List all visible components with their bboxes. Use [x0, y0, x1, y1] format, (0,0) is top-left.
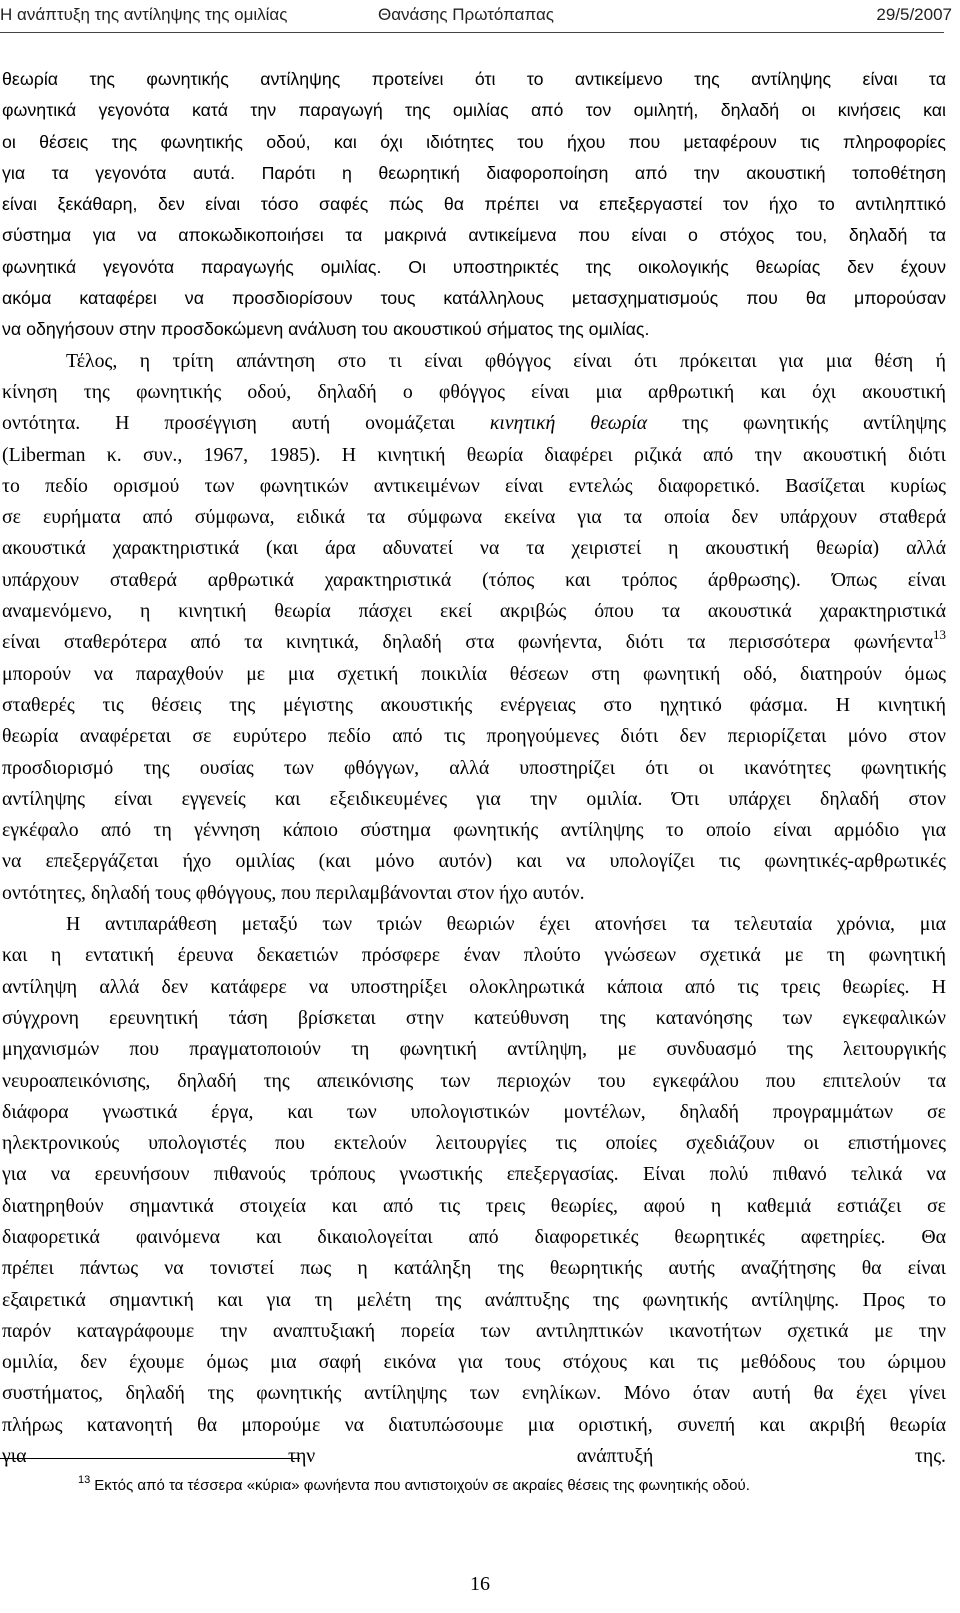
- text-line: φωνητικά γεγονότα παραγωγής ομιλίας. Οι υποστηρικτές της οικολογικής θεωρίας δεν έχουν: [2, 256, 946, 277]
- text-line: για τα γεγονότα αυτά. Παρότι η θεωρητική διαφοροποίηση από την ακουστική τοποθέτηση: [2, 162, 946, 183]
- text-line: παρόν καταγράφουμε την αναπτυξιακή πορεία των αντιληπτικών ικανοτήτων σχετικά με την: [2, 1319, 946, 1342]
- text-line: οντότητες, δηλαδή τους φθόγγους, που περιλαμβάνονται στον ήχο αυτόν.: [2, 881, 585, 904]
- body-text: [2, 64, 946, 1504]
- text-line: [2, 627, 946, 658]
- text-line: προσδιορισμό της ουσίας των φθόγγων, αλλά υποστηρίζει ότι οι ικανότητες φωνητικής: [2, 756, 946, 779]
- text-line: και η εντατική έρευνα δεκαετιών πρόσφερε έναν πλούτο γνώσεων σχετικά με τη φωνητική: [2, 944, 946, 967]
- footnote-reference[interactable]: 13: [933, 627, 946, 643]
- text-line: Τέλος, η τρίτη απάντηση στο τι είναι φθόγγος είναι ότι πρόκειται για μια θέση ή: [66, 349, 946, 372]
- text-line: πλήρως κατανοητή θα μπορούμε να διατυπώσουμε μια οριστική, συνεπή και ακριβή θεωρία: [2, 1413, 946, 1436]
- text-segment: της φωνητικής αντίληψης: [647, 412, 946, 435]
- text-line: μπορούν να παραχθούν με μια σχετική ποικιλία θέσεων στη φωνητική οδό, διατηρούν όμως: [2, 662, 946, 685]
- text-line: φωνητικά γεγονότα κατά την παραγωγή της ομιλίας από τον ομιλητή, δηλαδή οι κινήσεις και: [2, 100, 946, 121]
- text-line: θεωρία αναφέρεται σε ευρύτερο πεδίο από τις προηγούμενες διότι δεν περιορίζεται μόνο στον: [2, 725, 946, 748]
- text-line: διατηρηθούν σημαντικά στοιχεία και από τις τρεις θεωρίες, αφού η καθεμιά εστιάζει σε: [2, 1194, 946, 1217]
- text-line: ηλεκτρονικούς υπολογιστές που εκτελούν λειτουργίες τις οποίες σχεδιάζουν οι επιστήμονες: [2, 1132, 946, 1155]
- text-line: συστήματος, δηλαδή της φωνητικής αντίληψης των ενηλίκων. Μόνο όταν αυτή θα έχει γίνει: [2, 1382, 946, 1405]
- text-segment: οντότητα. Η προσέγγιση αυτή ονομάζεται: [2, 412, 490, 435]
- footnote-marker: 13: [78, 1474, 91, 1486]
- text-line: [2, 408, 946, 439]
- text-line: (Liberman κ. συν., 1967, 1985). Η κινητική θεωρία διαφέρει ριζικά από την ακουστική διότι: [2, 443, 946, 466]
- text-line: για να ερευνήσουν πιθανούς τρόπους γνωστικής επεξεργασίας. Είναι πολύ πιθανό τελικά να: [2, 1163, 946, 1186]
- text-line: πρέπει πάντως να τονιστεί πως η κατάληξη της θεωρητικής αυτής αναζήτησης θα είναι: [2, 1257, 946, 1280]
- text-line: διαφορετικά φαινόμενα και δικαιολογείται από διαφορετικές θεωρητικές αφετηρίες. Θα: [2, 1225, 946, 1248]
- text-line: εξαιρετικά σημαντική και για τη μελέτη της ανάπτυξης της φωνητικής αντίληψης. Προς το: [2, 1288, 946, 1311]
- header-title: Η ανάπτυξη της αντίληψης της ομιλίας: [0, 5, 288, 24]
- text-line: κίνηση της φωνητικής οδού, δηλαδή ο φθόγγος είναι μια αρθρωτική και όχι ακουστική: [2, 380, 946, 403]
- text-line: το πεδίο ορισμού των φωνητικών αντικειμένων είναι εντελώς διαφορετικό. Βασίζεται κυρίως: [2, 474, 946, 497]
- text-line: Η αντιπαράθεση μεταξύ των τριών θεωριών έχει ατονήσει τα τελευταία χρόνια, μια: [66, 913, 946, 936]
- footnote: [78, 1474, 938, 1498]
- text-line: να επεξεργάζεται ήχο ομιλίας (και μόνο αυτόν) και να υπολογίζει τις φωνητικές-αρθρωτικές: [2, 850, 946, 873]
- text-line: θεωρία της φωνητικής αντίληψης προτείνει ότι το αντικείμενο της αντίληψης είναι τα: [2, 69, 946, 89]
- header-author: Θανάσης Πρωτόπαπας: [378, 5, 554, 24]
- text-line: εγκέφαλο από τη γέννηση κάποιο σύστημα φωνητικής αντίληψης το οποίο είναι αρμόδιο για: [2, 819, 946, 842]
- text-line: αντίληψη αλλά δεν κατάφερε να υποστηρίξει ολοκληρωτικά κάποια από τις τρεις θεωρίες. Η: [2, 975, 946, 998]
- text-line: σε ευρήματα από σύμφωνα, ειδικά τα σύμφωνα εκείνα για τα οποία δεν υπάρχουν σταθερά: [2, 506, 946, 529]
- text-line: είναι ξεκάθαρη, δεν είναι τόσο σαφές πώς θα πρέπει να επεξεργαστεί τον ήχο το αντιληπτικό: [2, 194, 946, 215]
- text-line: υπάρχουν σταθερά αρθρωτικά χαρακτηριστικά (τόπος και τρόπος άρθρωσης). Όπως είναι: [2, 568, 946, 591]
- header-date: 29/5/2007: [876, 5, 952, 24]
- text-segment: είναι σταθερότερα από τα κινητικά, δηλαδή στα φωνήεντα, διότι τα περισσότερα φωνήεντα: [2, 631, 933, 654]
- text-line: αντίληψης είναι εγγενείς και εξειδικευμένες για την ομιλία. Ότι υπάρχει δηλαδή στον: [2, 787, 946, 810]
- text-line: νευροαπεικόνισης, δηλαδή της απεικόνισης των περιοχών του εγκεφάλου που επιτελούν τα: [2, 1069, 946, 1092]
- text-line: ομιλία, δεν έχουμε όμως μια σαφή εικόνα για τους στόχους και τις μεθόδους του ώριμου: [2, 1351, 946, 1374]
- text-line: ακόμα καταφέρει να προσδιορίσουν τους κατάλληλους μετασχηματισμούς που θα μπορούσαν: [2, 288, 946, 309]
- footnote-divider: [0, 1458, 300, 1459]
- text-line: να οδηγήσουν στην προσδοκώμενη ανάλυση του ακουστικού σήματος της ομιλίας.: [2, 319, 650, 340]
- text-line: σύγχρονη ερευνητική τάση βρίσκεται στην κατεύθυνση της κατανόησης των εγκεφαλικών: [2, 1006, 946, 1029]
- page-number: 16: [470, 1573, 490, 1595]
- text-line: αναμενόμενο, η κινητική θεωρία πάσχει εκεί ακριβώς όπου τα ακουστικά χαρακτηριστικά: [2, 600, 946, 623]
- text-line: ακουστικά χαρακτηριστικά (και άρα αδυνατεί να τα χειριστεί η ακουστική θεωρία) αλλά: [2, 537, 946, 560]
- text-line: οι θέσεις της φωνητικής οδού, και όχι ιδιότητες του ήχου που μεταφέρουν τις πληροφορίες: [2, 131, 946, 152]
- header-divider: [0, 32, 944, 33]
- text-line: σταθερές τις θέσεις της μέγιστης ακουστικής ενέργειας στο ηχητικό φάσμα. Η κινητική: [2, 693, 946, 716]
- text-line: σύστημα για να αποκωδικοποιήσει τα μακρινά αντικείμενα που είναι ο στόχος του, δηλαδή τα: [2, 225, 946, 246]
- text-line: μηχανισμών που πραγματοποιούν τη φωνητική αντίληψη, με συνδυασμό της λειτουργικής: [2, 1038, 946, 1061]
- footnote-text: Εκτός από τα τέσσερα «κύρια» φωνήεντα που αντιστοιχούν σε ακραίες θέσεις της φωνητικής οδού.: [94, 1477, 750, 1494]
- italic-term: κινητική θεωρία: [489, 412, 648, 435]
- text-line: για την ανάπτυξή της.: [2, 1445, 946, 1468]
- text-line: διάφορα γνωστικά έργα, και των υπολογιστικών μοντέλων, δηλαδή προγραμμάτων σε: [2, 1100, 946, 1123]
- running-header: [0, 2, 960, 32]
